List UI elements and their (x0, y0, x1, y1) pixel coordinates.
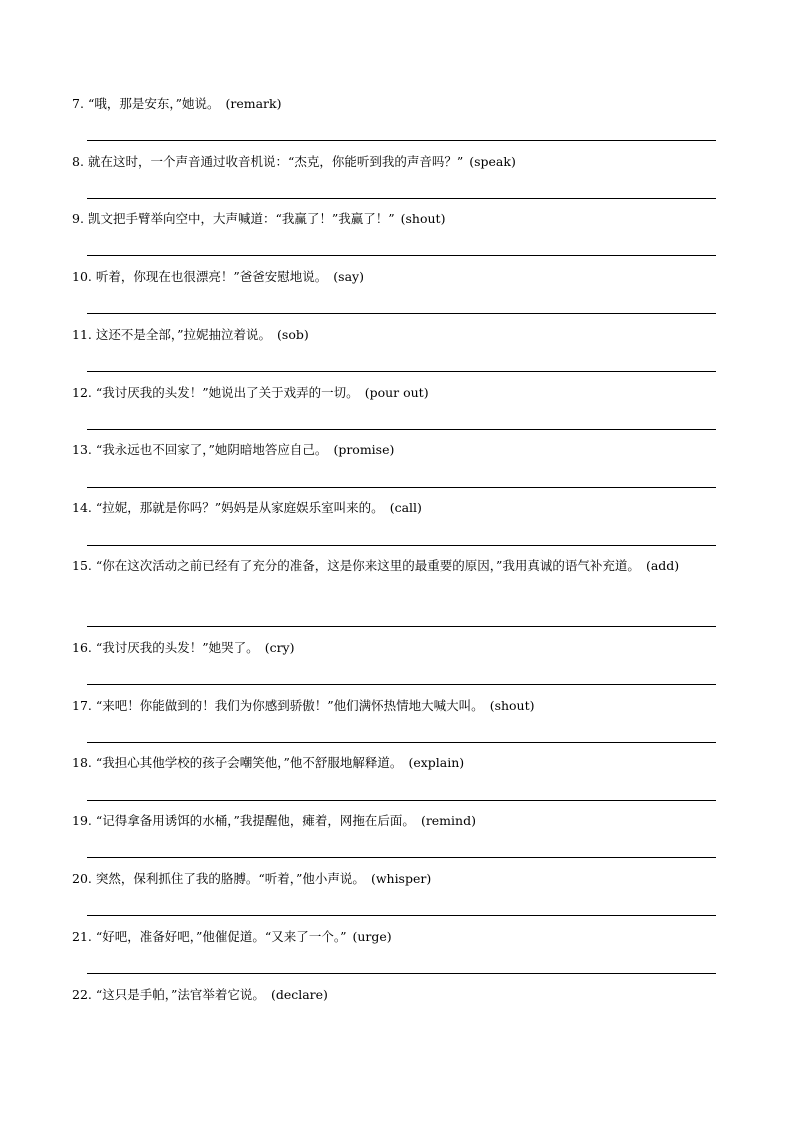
answer-line-7[interactable] (87, 140, 716, 141)
verb-hint: (pour out) (364, 385, 429, 400)
answer-line-9[interactable] (87, 255, 716, 256)
question-12 (72, 381, 732, 405)
question-9 (72, 207, 732, 231)
question-8 (72, 150, 732, 174)
question-text: “我讨厌我的头发！”她说出了关于戏弄的一切。 (95, 385, 359, 400)
question-21 (72, 925, 732, 949)
answer-line-8[interactable] (87, 198, 716, 199)
question-13 (72, 438, 732, 462)
answer-line-12[interactable] (87, 429, 716, 430)
question-text: “来吧！你能做到的！我们为你感到骄傲！”他们满怀热情地大喊大叫。 (95, 698, 484, 713)
question-number: 9. (72, 211, 84, 226)
verb-hint: (declare) (270, 987, 328, 1002)
question-text: “我担心其他学校的孩子会嘲笑他，”他不舒服地解释道。 (95, 755, 403, 770)
verb-hint: (call) (389, 500, 422, 515)
question-number: 15. (72, 558, 92, 573)
question-text: 就在这时，一个声音通过收音机说：“杰克，你能听到我的声音吗？” (87, 154, 464, 169)
answer-line-21[interactable] (87, 973, 716, 974)
verb-hint: (add) (645, 558, 680, 573)
question-number: 8. (72, 154, 84, 169)
verb-hint: (promise) (333, 442, 395, 457)
question-text: 这还不是全部，”拉妮抽泣着说。 (95, 327, 272, 342)
verb-hint: (shout) (489, 698, 535, 713)
question-number: 17. (72, 698, 92, 713)
verb-hint: (cry) (264, 640, 295, 655)
verb-hint: (remind) (420, 813, 476, 828)
answer-line-11[interactable] (87, 371, 716, 372)
question-number: 14. (72, 500, 92, 515)
question-number: 12. (72, 385, 92, 400)
verb-hint: (speak) (469, 154, 516, 169)
question-16 (72, 636, 732, 660)
question-number: 16. (72, 640, 92, 655)
question-number: 7. (72, 96, 84, 111)
question-text: 凯文把手臂举向空中，大声喊道：“我赢了！”我赢了！” (87, 211, 395, 226)
question-18 (72, 751, 732, 775)
verb-hint: (explain) (408, 755, 465, 770)
answer-line-14[interactable] (87, 545, 716, 546)
question-22 (72, 983, 732, 1007)
question-20 (72, 867, 732, 891)
answer-line-13[interactable] (87, 487, 716, 488)
question-number: 18. (72, 755, 92, 770)
verb-hint: (remark) (225, 96, 282, 111)
answer-line-17[interactable] (87, 742, 716, 743)
question-number: 13. (72, 442, 92, 457)
verb-hint: (urge) (352, 929, 392, 944)
verb-hint: (sob) (277, 327, 309, 342)
question-14 (72, 496, 732, 520)
question-7 (72, 92, 732, 116)
question-number: 20. (72, 871, 92, 886)
question-text: 听着，你现在也很漂亮！”爸爸安慰地说。 (95, 269, 328, 284)
verb-hint: (whisper) (370, 871, 432, 886)
answer-line-19[interactable] (87, 857, 716, 858)
question-text: “这只是手帕，”法官举着它说。 (95, 987, 265, 1002)
question-number: 22. (72, 987, 92, 1002)
question-number: 11. (72, 327, 92, 342)
answer-line-15[interactable] (87, 626, 716, 627)
question-text: 突然，保利抓住了我的胳膊。“听着，”他小声说。 (95, 871, 365, 886)
question-number: 10. (72, 269, 92, 284)
question-15 (72, 554, 724, 578)
answer-line-20[interactable] (87, 915, 716, 916)
question-text: “记得拿备用诱饵的水桶，”我提醒他，瘫着，网拖在后面。 (95, 813, 415, 828)
question-number: 19. (72, 813, 92, 828)
verb-hint: (say) (333, 269, 364, 284)
question-19 (72, 809, 732, 833)
question-11 (72, 323, 732, 347)
question-10 (72, 265, 732, 289)
question-text: “我讨厌我的头发！”她哭了。 (95, 640, 259, 655)
question-text: “拉妮，那就是你吗？”妈妈是从家庭娱乐室叫来的。 (95, 500, 384, 515)
question-text: “我永远也不回家了，”她阴暗地答应自己。 (95, 442, 328, 457)
question-text: “哦，那是安东，”她说。 (87, 96, 220, 111)
question-text: “好吧，准备好吧，”他催促道。“又来了一个。” (95, 929, 347, 944)
question-17 (72, 694, 732, 718)
verb-hint: (shout) (400, 211, 446, 226)
answer-line-10[interactable] (87, 313, 716, 314)
question-number: 21. (72, 929, 92, 944)
answer-line-16[interactable] (87, 684, 716, 685)
answer-line-18[interactable] (87, 800, 716, 801)
question-text: “你在这次活动之前已经有了充分的准备，这是你来这里的最重要的原因，”我用真诚的语气补充道。 (95, 558, 640, 573)
